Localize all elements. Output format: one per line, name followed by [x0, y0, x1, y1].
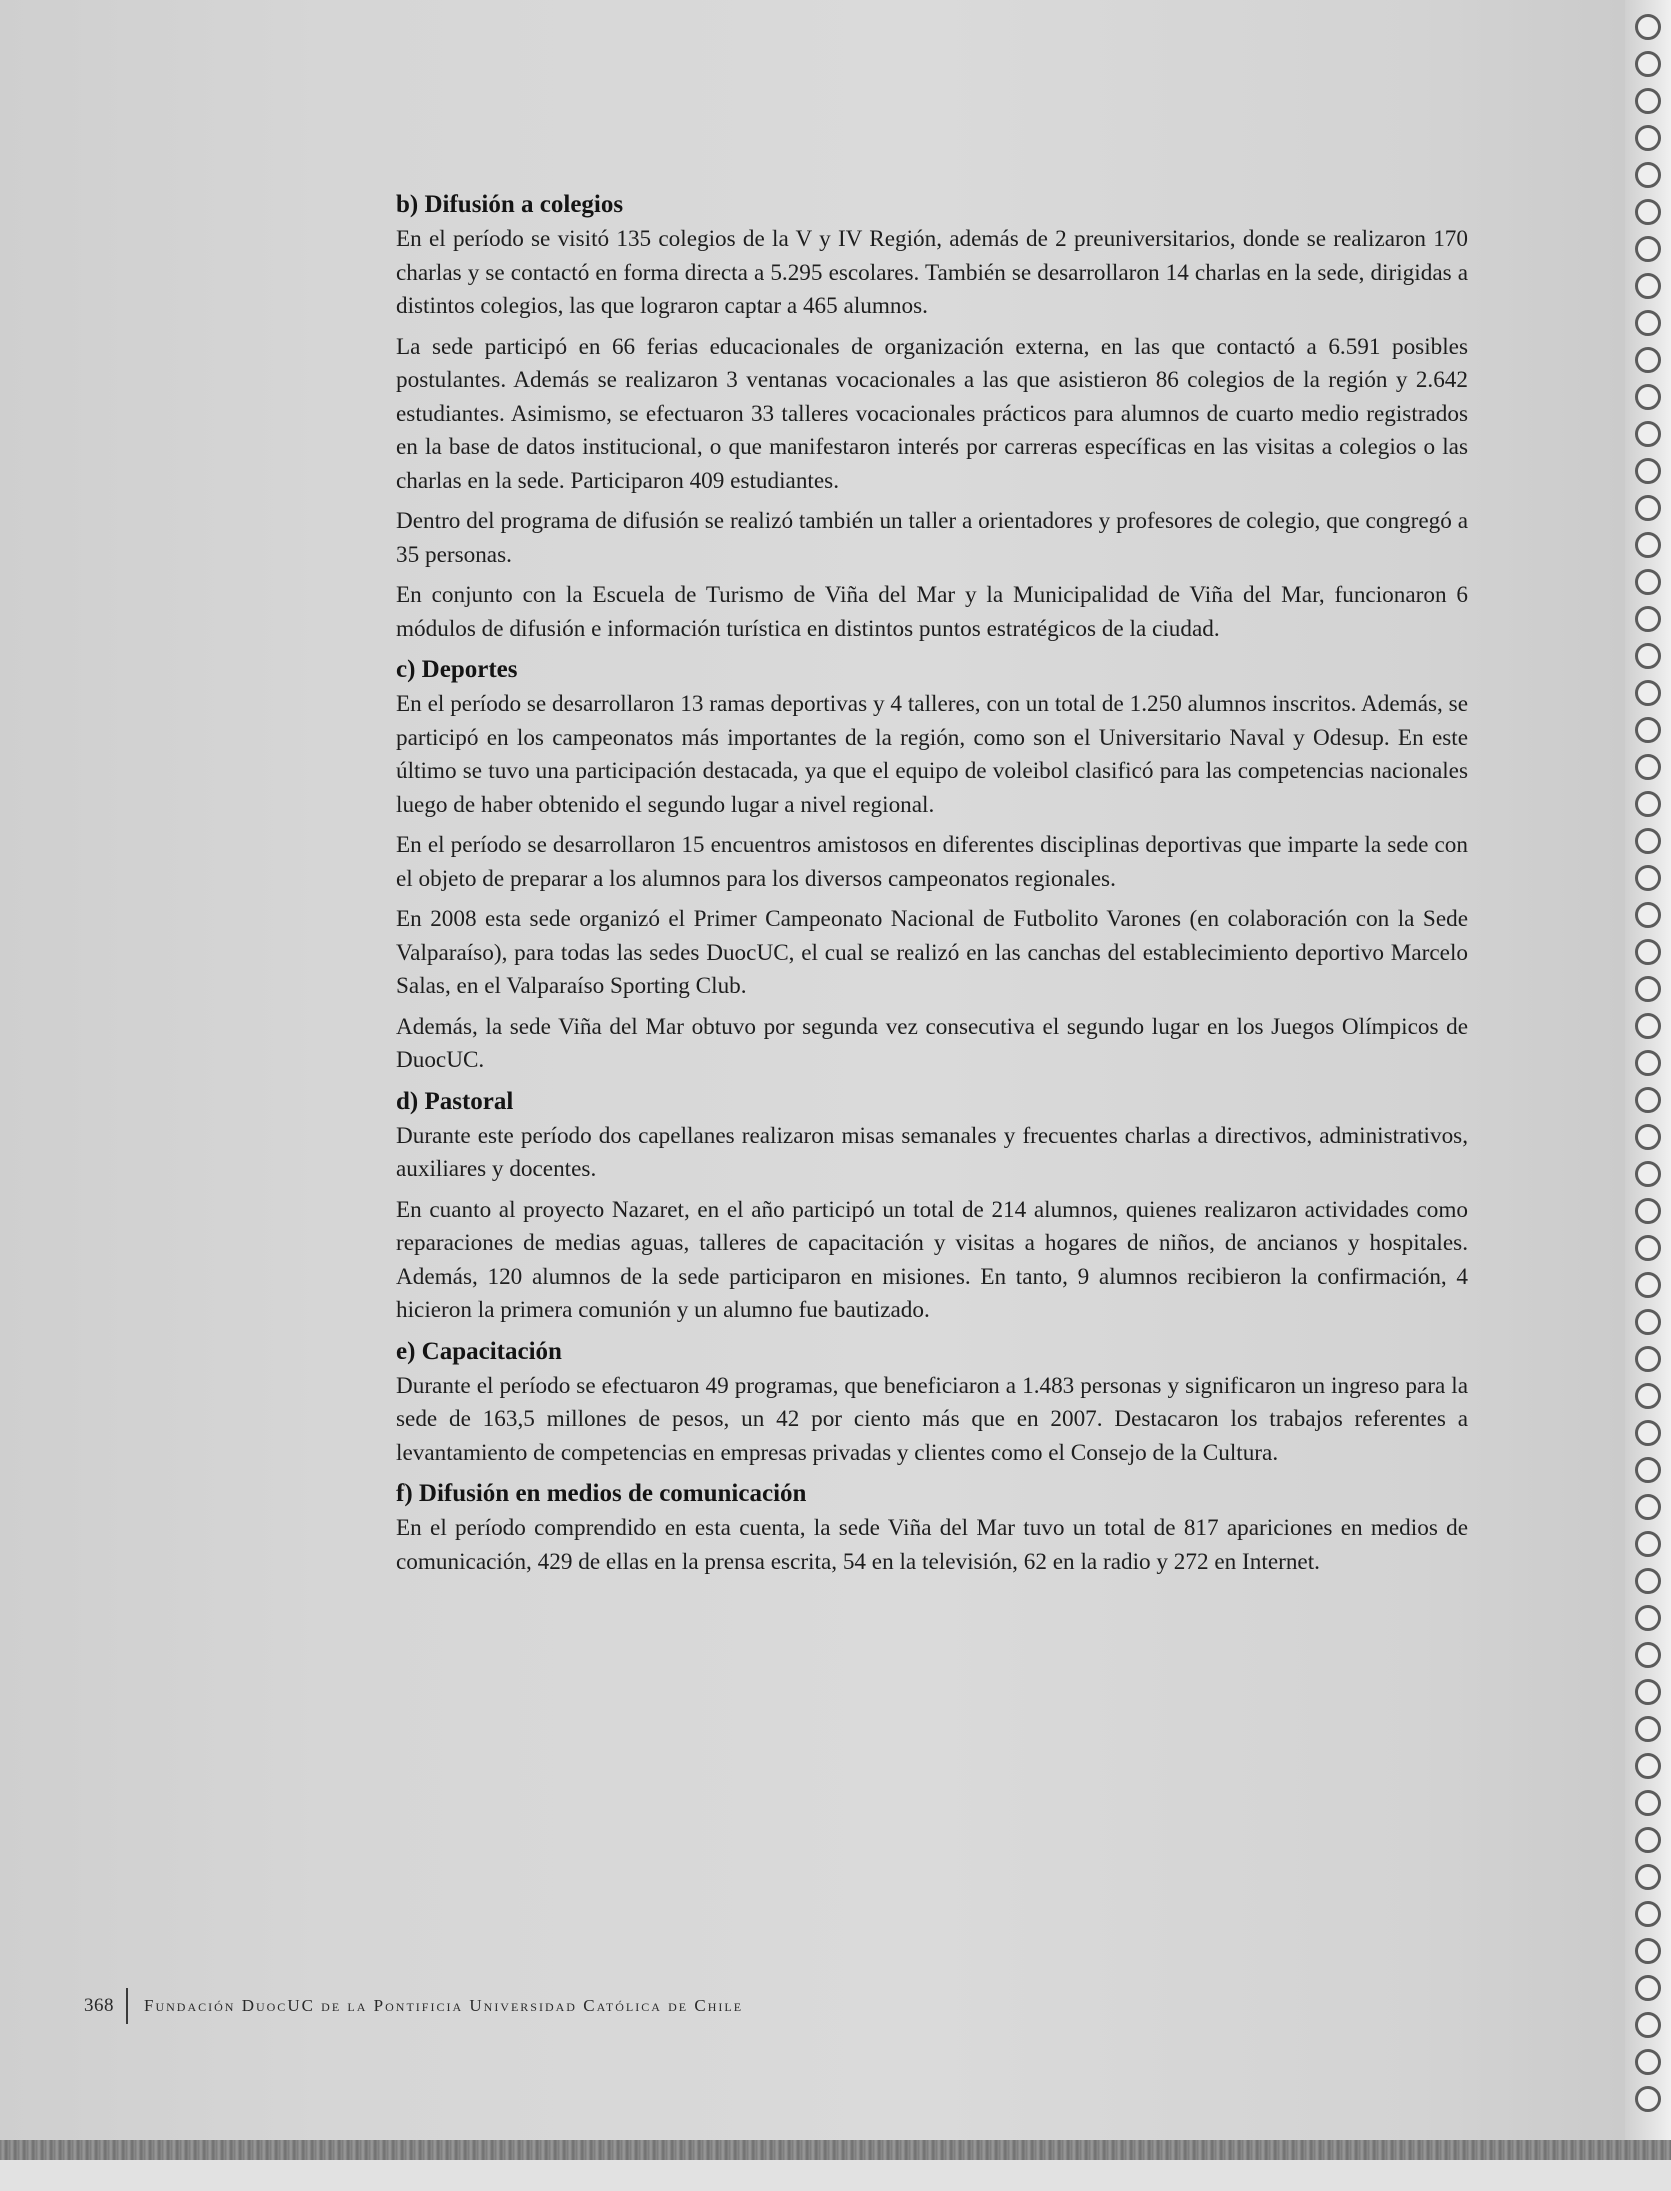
binding-ring [1635, 532, 1661, 558]
binding-ring [1635, 717, 1661, 743]
binding-ring [1635, 2049, 1661, 2075]
binding-ring [1635, 1087, 1661, 1113]
paragraph: En el período se desarrollaron 13 ramas deportivas y 4 talleres, con un total de 1.250 alumnos inscritos. Además, se participó en los campeonatos más importantes de la región, como son el Universitario Naval y Odesup. En este último se tuvo una participación destacada, ya que el equipo de voleibol clasificó para las competencias nacionales luego de haber obtenido el segundo lugar a nivel regional. [396, 691, 1468, 818]
section-heading: c) Deportes [396, 656, 518, 683]
binding-ring [1635, 1235, 1661, 1261]
binding-ring [1635, 1679, 1661, 1705]
binding-ring [1635, 1420, 1661, 1446]
binding-ring [1635, 162, 1661, 188]
binding-ring [1635, 680, 1661, 706]
binding-ring [1635, 1642, 1661, 1668]
paragraph: Durante este período dos capellanes realizaron misas semanales y frecuentes charlas a directivos, administrativos, auxiliares y docentes. [396, 1122, 1468, 1182]
binding-ring [1635, 495, 1661, 521]
paragraph: En cuanto al proyecto Nazaret, en el año participó un total de 214 alumnos, quienes realizaron actividades como reparaciones de medias aguas, talleres de capacitación y visitas a hogares de niños, de ancianos y hospitales. Además, 120 alumnos de la sede participaron en misiones. En tanto, 9 alumnos recibieron la confirmación, 4 hicieron la primera comunión y un alumno fue bautizado. [396, 1196, 1468, 1323]
binding-ring [1635, 1346, 1661, 1372]
section-heading: b) Difusión a colegios [396, 191, 624, 218]
binding-ring [1635, 1568, 1661, 1594]
binding-ring [1635, 236, 1661, 262]
binding-ring [1635, 643, 1661, 669]
page-number: 368 [84, 1995, 114, 2016]
binding-ring [1635, 2012, 1661, 2038]
paragraph: En el período comprendido en esta cuenta, la sede Viña del Mar tuvo un total de 817 apariciones en medios de comunicación, 429 de ellas en la prensa escrita, 54 en la televisión, 62 en la radio y 272 en Internet. [396, 1515, 1468, 1575]
binding-ring [1635, 347, 1661, 373]
section-difusion-colegios [396, 188, 1468, 646]
section-difusion-medios [396, 1477, 1468, 1579]
bottom-margin [0, 2160, 1671, 2191]
binding-ring [1635, 569, 1661, 595]
paragraph: En el período se desarrollaron 15 encuentros amistosos en diferentes disciplinas deportivas que imparte la sede con el objeto de preparar a los alumnos para los diversos campeonatos regionales. [396, 832, 1468, 892]
binding-ring [1635, 1827, 1661, 1853]
section-deportes [396, 653, 1468, 1078]
binding-ring [1635, 125, 1661, 151]
binding-ring [1635, 1124, 1661, 1150]
binding-ring [1635, 14, 1661, 40]
binding-ring [1635, 88, 1661, 114]
binding-ring [1635, 2086, 1661, 2112]
binding-ring [1635, 1198, 1661, 1224]
paragraph: La sede participó en 66 ferias educacionales de organización externa, en las que contactó a 6.591 posibles postulantes. Además se realizaron 3 ventanas vocacionales a las que asistieron 86 colegios de la región y 2.642 estudiantes. Asimismo, se efectuaron 33 talleres vocacionales prácticos para alumnos de cuarto medio registrados en la base de datos institucional, o que manifestaron interés por carreras específicas en las visitas a colegios o las charlas en la sede. Participaron 409 estudiantes. [396, 333, 1468, 494]
binding-ring [1635, 939, 1661, 965]
paragraph: Dentro del programa de difusión se realizó también un taller a orientadores y profesores de colegio, que congregó a 35 personas. [396, 508, 1468, 568]
binding-ring [1635, 1864, 1661, 1890]
paragraph: En el período se visitó 135 colegios de la V y IV Región, además de 2 preuniversitarios, donde se realizaron 170 charlas y se contactó en forma directa a 5.295 escolares. También se desarrollaron 14 charlas en la sede, dirigidas a distintos colegios, las que lograron captar a 465 alumnos. [396, 226, 1468, 319]
section-capacitacion [396, 1335, 1468, 1471]
binding-ring [1635, 865, 1661, 891]
publisher-name: Fundación DuocUC de la Pontificia Universidad Católica de Chile [144, 1996, 744, 2015]
scan-edge-strip [0, 2140, 1671, 2160]
binding-ring [1635, 902, 1661, 928]
binding-ring [1635, 791, 1661, 817]
binding-ring [1635, 1050, 1661, 1076]
binding-ring [1635, 828, 1661, 854]
main-content [396, 188, 1468, 1586]
binding-ring [1635, 754, 1661, 780]
binding-ring [1635, 1753, 1661, 1779]
binding-ring [1635, 1790, 1661, 1816]
page-footer [84, 1986, 743, 2026]
paragraph: En conjunto con la Escuela de Turismo de Viña del Mar y la Municipalidad de Viña del Mar, funcionaron 6 módulos de difusión e información turística en distintos puntos estratégicos de la ciudad. [396, 582, 1468, 642]
paragraph: Durante el período se efectuaron 49 programas, que beneficiaron a 1.483 personas y significaron un ingreso para la sede de 163,5 millones de pesos, un 42 por ciento más que en 2007. Destacaron los trabajos referentes a levantamiento de competencias en empresas privadas y clientes como el Consejo de la Cultura. [396, 1372, 1468, 1466]
binding-ring [1635, 1272, 1661, 1298]
binding-ring [1635, 1938, 1661, 1964]
section-pastoral [396, 1085, 1468, 1328]
binding-ring [1635, 458, 1661, 484]
binding-ring [1635, 1531, 1661, 1557]
binding-ring [1635, 1309, 1661, 1335]
paragraph: Además, la sede Viña del Mar obtuvo por segunda vez consecutiva el segundo lugar en los Juegos Olímpicos de DuocUC. [396, 1013, 1468, 1073]
binding-ring [1635, 1494, 1661, 1520]
binding-ring [1635, 1457, 1661, 1483]
binding-ring [1635, 310, 1661, 336]
binding-ring [1635, 51, 1661, 77]
binding-ring [1635, 1901, 1661, 1927]
paragraph: En 2008 esta sede organizó el Primer Campeonato Nacional de Futbolito Varones (en colaboración con la Sede Valparaíso), para todas las sedes DuocUC, el cual se realizó en las canchas del establecimiento deportivo Marcelo Salas, en el Valparaíso Sporting Club. [396, 906, 1468, 999]
binding-ring [1635, 1716, 1661, 1742]
footer-divider [126, 1988, 128, 2024]
binding-ring [1635, 1013, 1661, 1039]
section-heading: f) Difusión en medios de comunicación [396, 1480, 807, 1507]
binding-ring [1635, 1975, 1661, 2001]
section-heading: e) Capacitación [396, 1337, 562, 1365]
binding-ring [1635, 976, 1661, 1002]
section-heading: d) Pastoral [396, 1087, 514, 1115]
binding-ring [1635, 1161, 1661, 1187]
binding-ring [1635, 384, 1661, 410]
binding-ring [1635, 606, 1661, 632]
binding-ring [1635, 273, 1661, 299]
binding-ring [1635, 1605, 1661, 1631]
binding-ring [1635, 421, 1661, 447]
spiral-binding [1625, 0, 1671, 2191]
binding-ring [1635, 199, 1661, 225]
binding-ring [1635, 1383, 1661, 1409]
